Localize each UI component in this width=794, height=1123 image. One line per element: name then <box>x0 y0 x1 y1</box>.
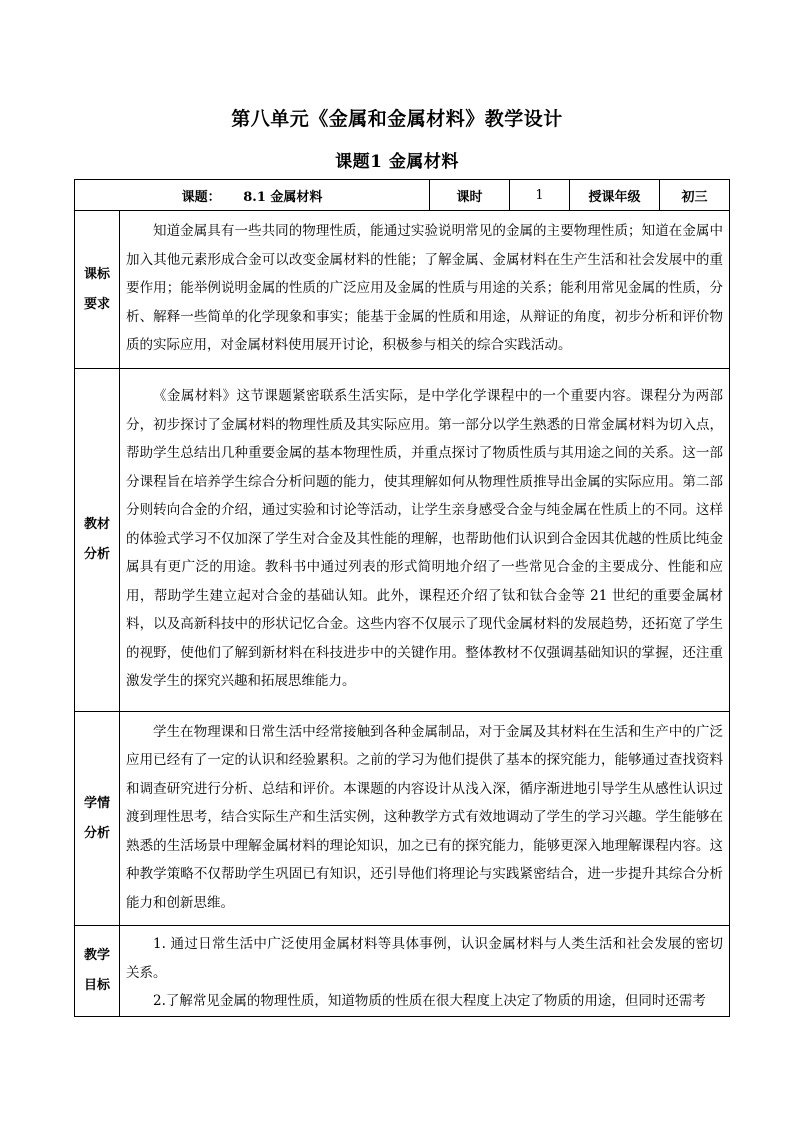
textbook-label-line-2: 分析 <box>83 547 110 562</box>
goals-label-line-1: 教学 <box>83 947 110 963</box>
students-label <box>75 712 120 926</box>
textbook-label <box>75 369 120 712</box>
document-title: 第八单元《金属和金属材料》教学设计 <box>231 108 563 130</box>
goals-label <box>75 926 120 1017</box>
lesson-subtitle: 课题1 金属材料 <box>335 152 459 172</box>
hours-value: 1 <box>510 180 570 211</box>
goals-list <box>120 926 730 1017</box>
textbook-label-line-1: 教材 <box>83 517 110 532</box>
goals-row <box>75 926 730 1017</box>
topic-cell <box>75 180 430 211</box>
grade-label: 授课年级 <box>570 180 660 211</box>
curriculum-label-line-2: 要求 <box>83 296 110 312</box>
curriculum-label <box>75 211 120 369</box>
header-row <box>75 180 730 211</box>
textbook-row <box>75 369 730 712</box>
students-row <box>75 712 730 926</box>
hours-label: 课时 <box>430 180 510 211</box>
goals-label-line-2: 目标 <box>83 977 110 993</box>
topic-label: 课题： <box>181 189 221 205</box>
goal-item: 2.了解常见金属的物理性质，知道物质的性质在很大程度上决定了物质的用途，但同时还需考 <box>153 993 706 1009</box>
curriculum-label-line-1: 课标 <box>83 266 110 282</box>
goal-item: 1. 通过日常生活中广泛使用金属材料等具体事例，认识金属材料与人类生活和社会发展的密切关系。 <box>126 936 723 981</box>
topic-value: 8.1 金属材料 <box>243 189 323 205</box>
grade-value: 初三 <box>660 180 730 211</box>
curriculum-text: 知道金属具有一些共同的物理性质，能通过实验说明常见的金属的主要物理性质；知道在金属中加入其他元素形成合金可以改变金属材料的性能；了解金属、金属材料在生产生活和社会发展中的重要作用；能举例说明金属的性质的广泛应用及金属的性质与用途的关系；能利用常见金属的性质，分析、解释一些简单的化学现象和事实；能基于金属的性质和用途，从辩证的角度，初步分析和评价物质的实际应用，对金属材料使用展开讨论，积极参与相关的综合实践活动。 <box>120 211 730 369</box>
students-text: 学生在物理课和日常生活中经常接触到各种金属制品，对于金属及其材料在生活和生产中的广泛应用已经有了一定的认识和经验累积。之前的学习为他们提供了基本的探究能力，能够通过查找资料和调查研究进行分析、总结和评价。本课题的内容设计从浅入深，循序渐进地引导学生从感性认识过渡到理性思考，结合实际生产和生活实例，这种教学方式有效地调动了学生的学习兴趣。学生能够在熟悉的生活场景中理解金属材料的理论知识，加之已有的探究能力，能够更深入地理解课程内容。这种教学策略不仅帮助学生巩固已有知识，还引导他们将理论与实践紧密结合，进一步提升其综合分析能力和创新思维。 <box>120 712 730 926</box>
students-label-line-2: 分析 <box>83 825 110 841</box>
students-label-line-1: 学情 <box>83 795 110 811</box>
lesson-plan-table <box>74 179 730 1017</box>
curriculum-row <box>75 211 730 369</box>
textbook-text: 《金属材料》这节课题紧密联系生活实际，是中学化学课程中的一个重要内容。课程分为两部分，初步探讨了金属材料的物理性质及其实际应用。第一部分以学生熟悉的日常金属材料为切入点，帮助学生总结出几种重要金属的基本物理性质，并重点探讨了物质性质与其用途之间的关系。这一部分课程旨在培养学生综合分析问题的能力，使其理解如何从物理性质推导出金属的实际应用。第二部分则转向合金的介绍，通过实验和讨论等活动，让学生亲身感受合金与纯金属在性质上的不同。这样的体验式学习不仅加深了学生对合金及其性能的理解，也帮助他们认识到合金因其优越的性质比纯金属具有更广泛的用途。教科书中通过列表的形式简明地介绍了一些常见合金的主要成分、性能和应用，帮助学生建立起对合金的基础认知。此外，课程还介绍了钛和钛合金等 21 世纪的重要金属材料，以及高新科技中的形状记忆合金。这些内容不仅展示了现代金属材料的发展趋势，还拓宽了学生的视野，使他们了解到新材料在科技进步中的关键作用。整体教材不仅强调基础知识的掌握，还注重激发学生的探究兴趣和拓展思维能力。 <box>120 369 730 712</box>
